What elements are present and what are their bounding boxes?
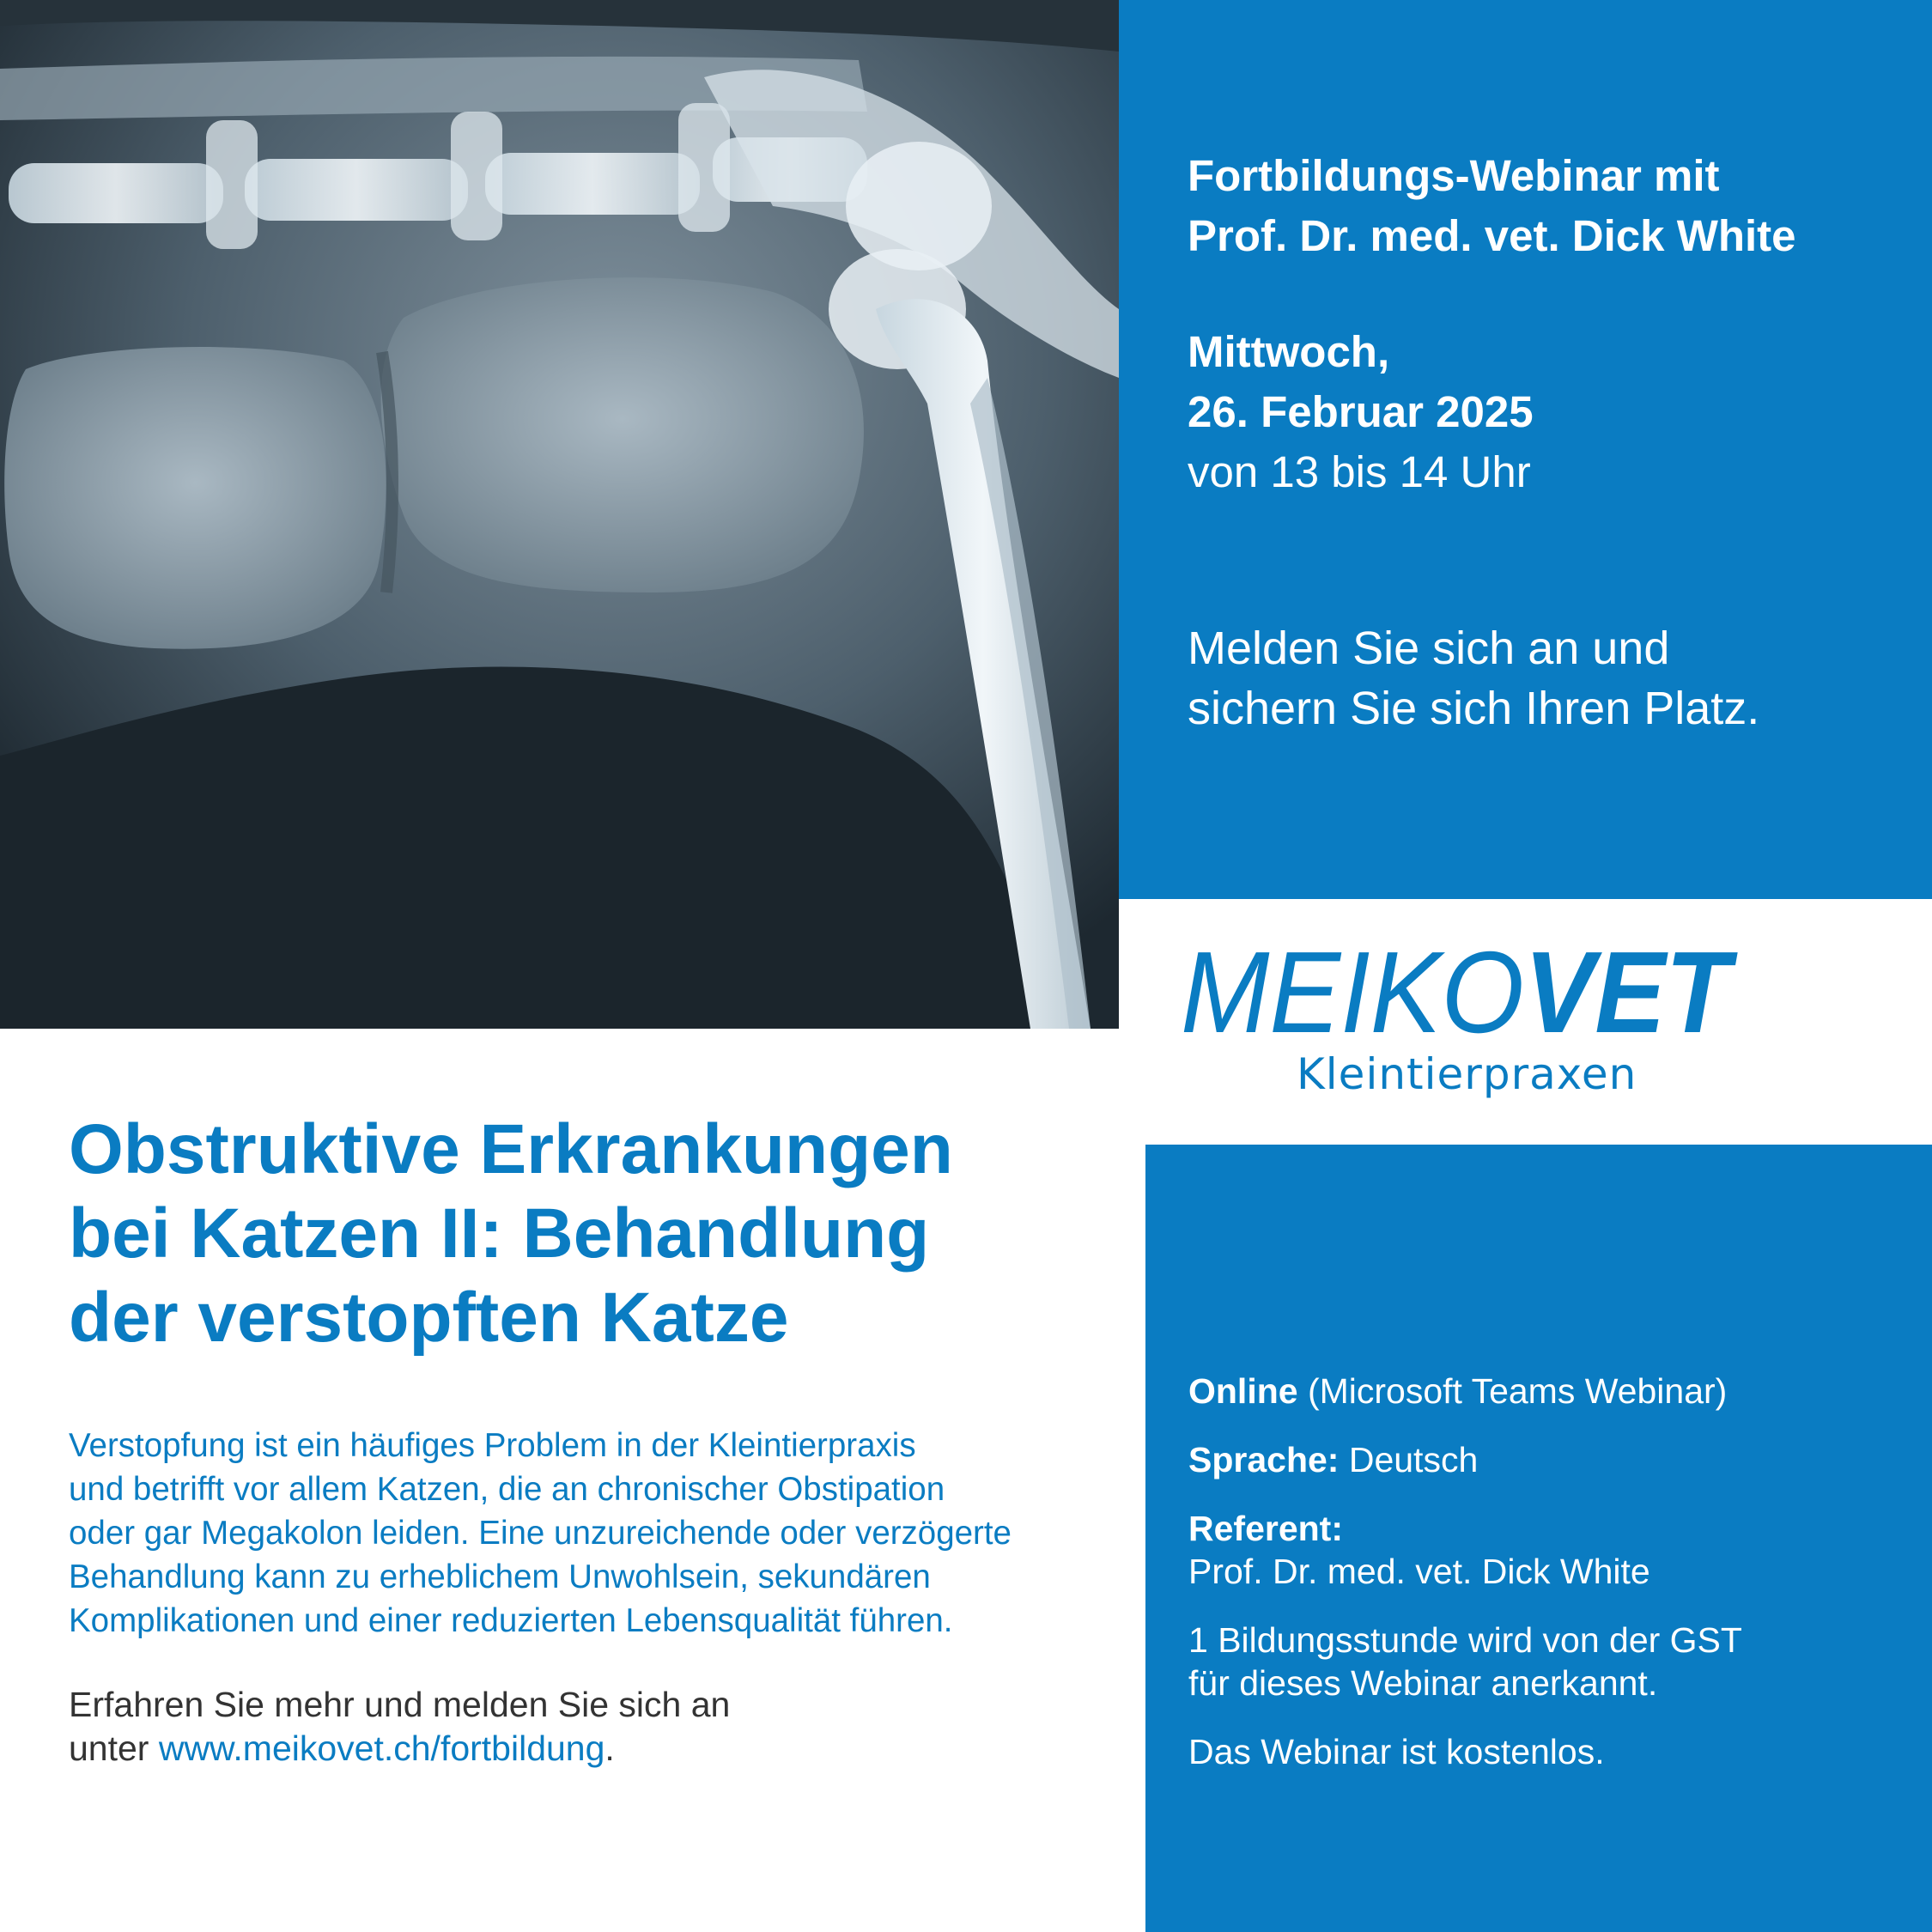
intro-text: Verstopfung ist ein häufiges Problem in der Kleintierpraxis und betrifft vor allem Katzen, die an chronischer Obstipation oder gar Megakolon leiden. Eine unzureichende oder verzögerte Behandlung kann zu erheblichem Unwohlsein, sekundären Komplikationen und einer reduzierten Lebensqualität führen. [69,1427,1012,1639]
registration-cta: Melden Sie sich an und sichern Sie sich Ihren Platz. [1188,623,1760,734]
details-panel [1145,1145,1932,1932]
format-row: Online (Microsoft Teams Webinar) [1188,1371,1728,1411]
page-title: Obstruktive Erkrankungen bei Katzen II: Behandlung der verstopften Katze [69,1110,953,1357]
event-title: Fortbildungs-Webinar mit Prof. Dr. med. vet. Dick White [1188,151,1796,260]
logo-text-meiko: MEIKO [1181,927,1524,1057]
event-info-panel [1119,0,1932,899]
more-info-text: Erfahren Sie mehr und melden Sie sich an unter www.meikovet.ch/fortbildung. [69,1685,731,1768]
credit-row: 1 Bildungsstunde wird von der GST für dieses Webinar anerkannt. [1188,1620,1742,1703]
language-row: Sprache: Deutsch [1188,1440,1479,1479]
cost-row: Das Webinar ist kostenlos. [1188,1732,1605,1771]
website-link[interactable]: www.meikovet.ch/fortbildung [158,1728,605,1768]
event-date: Mittwoch, 26. Februar 2025 [1188,327,1534,436]
event-time: von 13 bis 14 Uhr [1188,447,1531,496]
logo-text-vet: VET [1524,927,1738,1057]
logo-subtitle: Kleintierpraxen [1297,1049,1637,1099]
speaker-row: Referent: Prof. Dr. med. vet. Dick White [1188,1509,1650,1591]
xray-image [0,0,1119,1029]
